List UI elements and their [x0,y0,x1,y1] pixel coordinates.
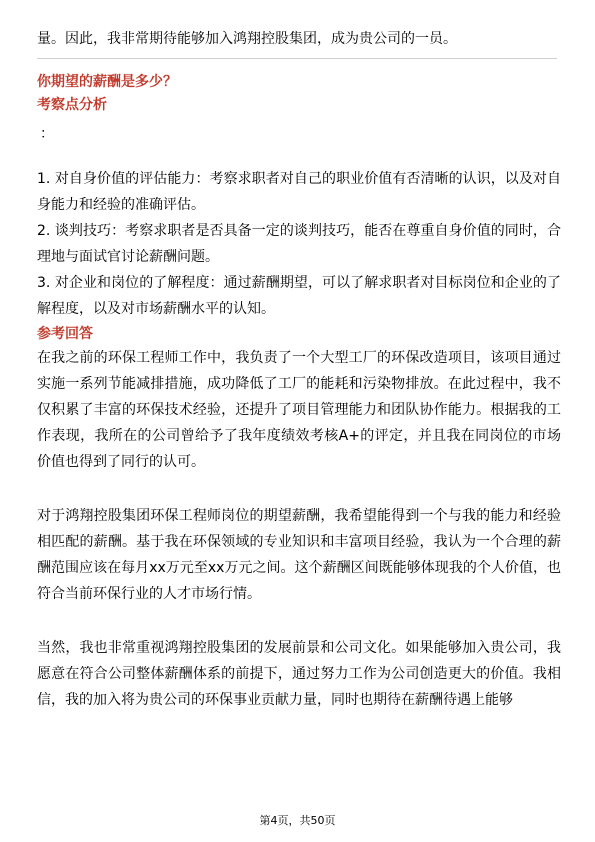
analysis-point: 2. 谈判技巧：考察求职者是否具备一定的谈判技巧，能否在尊重自身价值的同时，合理地与面试官讨论薪酬问题。 [37,223,561,265]
page-footer: 第4页，共50页 [259,814,336,827]
section-divider [37,58,557,59]
question-heading: 你期望的薪酬是多少？ [37,74,177,90]
answer-paragraph: 在我之前的环保工程师工作中，我负责了一个大型工厂的环保改造项目，该项目通过实施一系列节能减排措施，成功降低了工厂的能耗和污染物排放。在此过程中，我不仅积累了丰富的环保技术经验，还提升了项目管理能力和团队协作能力。根据我的工作表现，我所在的公司曾给予了我年度绩效考核A+的评定，并且我在同岗位的市场价值也得到了同行的认可。 [37,350,561,470]
analysis-point: 3. 对企业和岗位的了解程度：通过薪酬期望，可以了解求职者对目标岗位和企业的了解程度，以及对市场薪酬水平的认知。 [37,275,561,317]
analysis-heading: 考察点分析 [37,97,107,113]
analysis-colon: ： [40,126,54,142]
page-content [37,26,561,713]
analysis-point: 1. 对自身价值的评估能力：考察求职者对自己的职业价值有否清晰的认识，以及对自身能力和经验的准确评估。 [37,171,561,213]
answer-paragraph: 当然，我也非常重视鸿翔控股集团的发展前景和公司文化。如果能够加入贵公司，我愿意在符合公司整体薪酬体系的前提下，通过努力工作为公司创造更大的价值。我相信，我的加入将为贵公司的环保事业贡献力量，同时也期待在薪酬待遇上能够 [37,640,561,708]
answer-paragraph: 对于鸿翔控股集团环保工程师岗位的期望薪酬，我希望能得到一个与我的能力和经验相匹配的薪酬。基于我在环保领域的专业知识和丰富项目经验，我认为一个合理的薪酬范围应该在每月xx万元至xx万元之间。这个薪酬区间既能够体现我的个人价值，也符合当前环保行业的人才市场行情。 [37,508,561,602]
intro-tail-paragraph: 量。因此，我非常期待能够加入鸿翔控股集团，成为贵公司的一员。 [37,31,457,47]
answer-heading: 参考回答 [37,326,93,342]
analysis-points-list [37,166,561,322]
